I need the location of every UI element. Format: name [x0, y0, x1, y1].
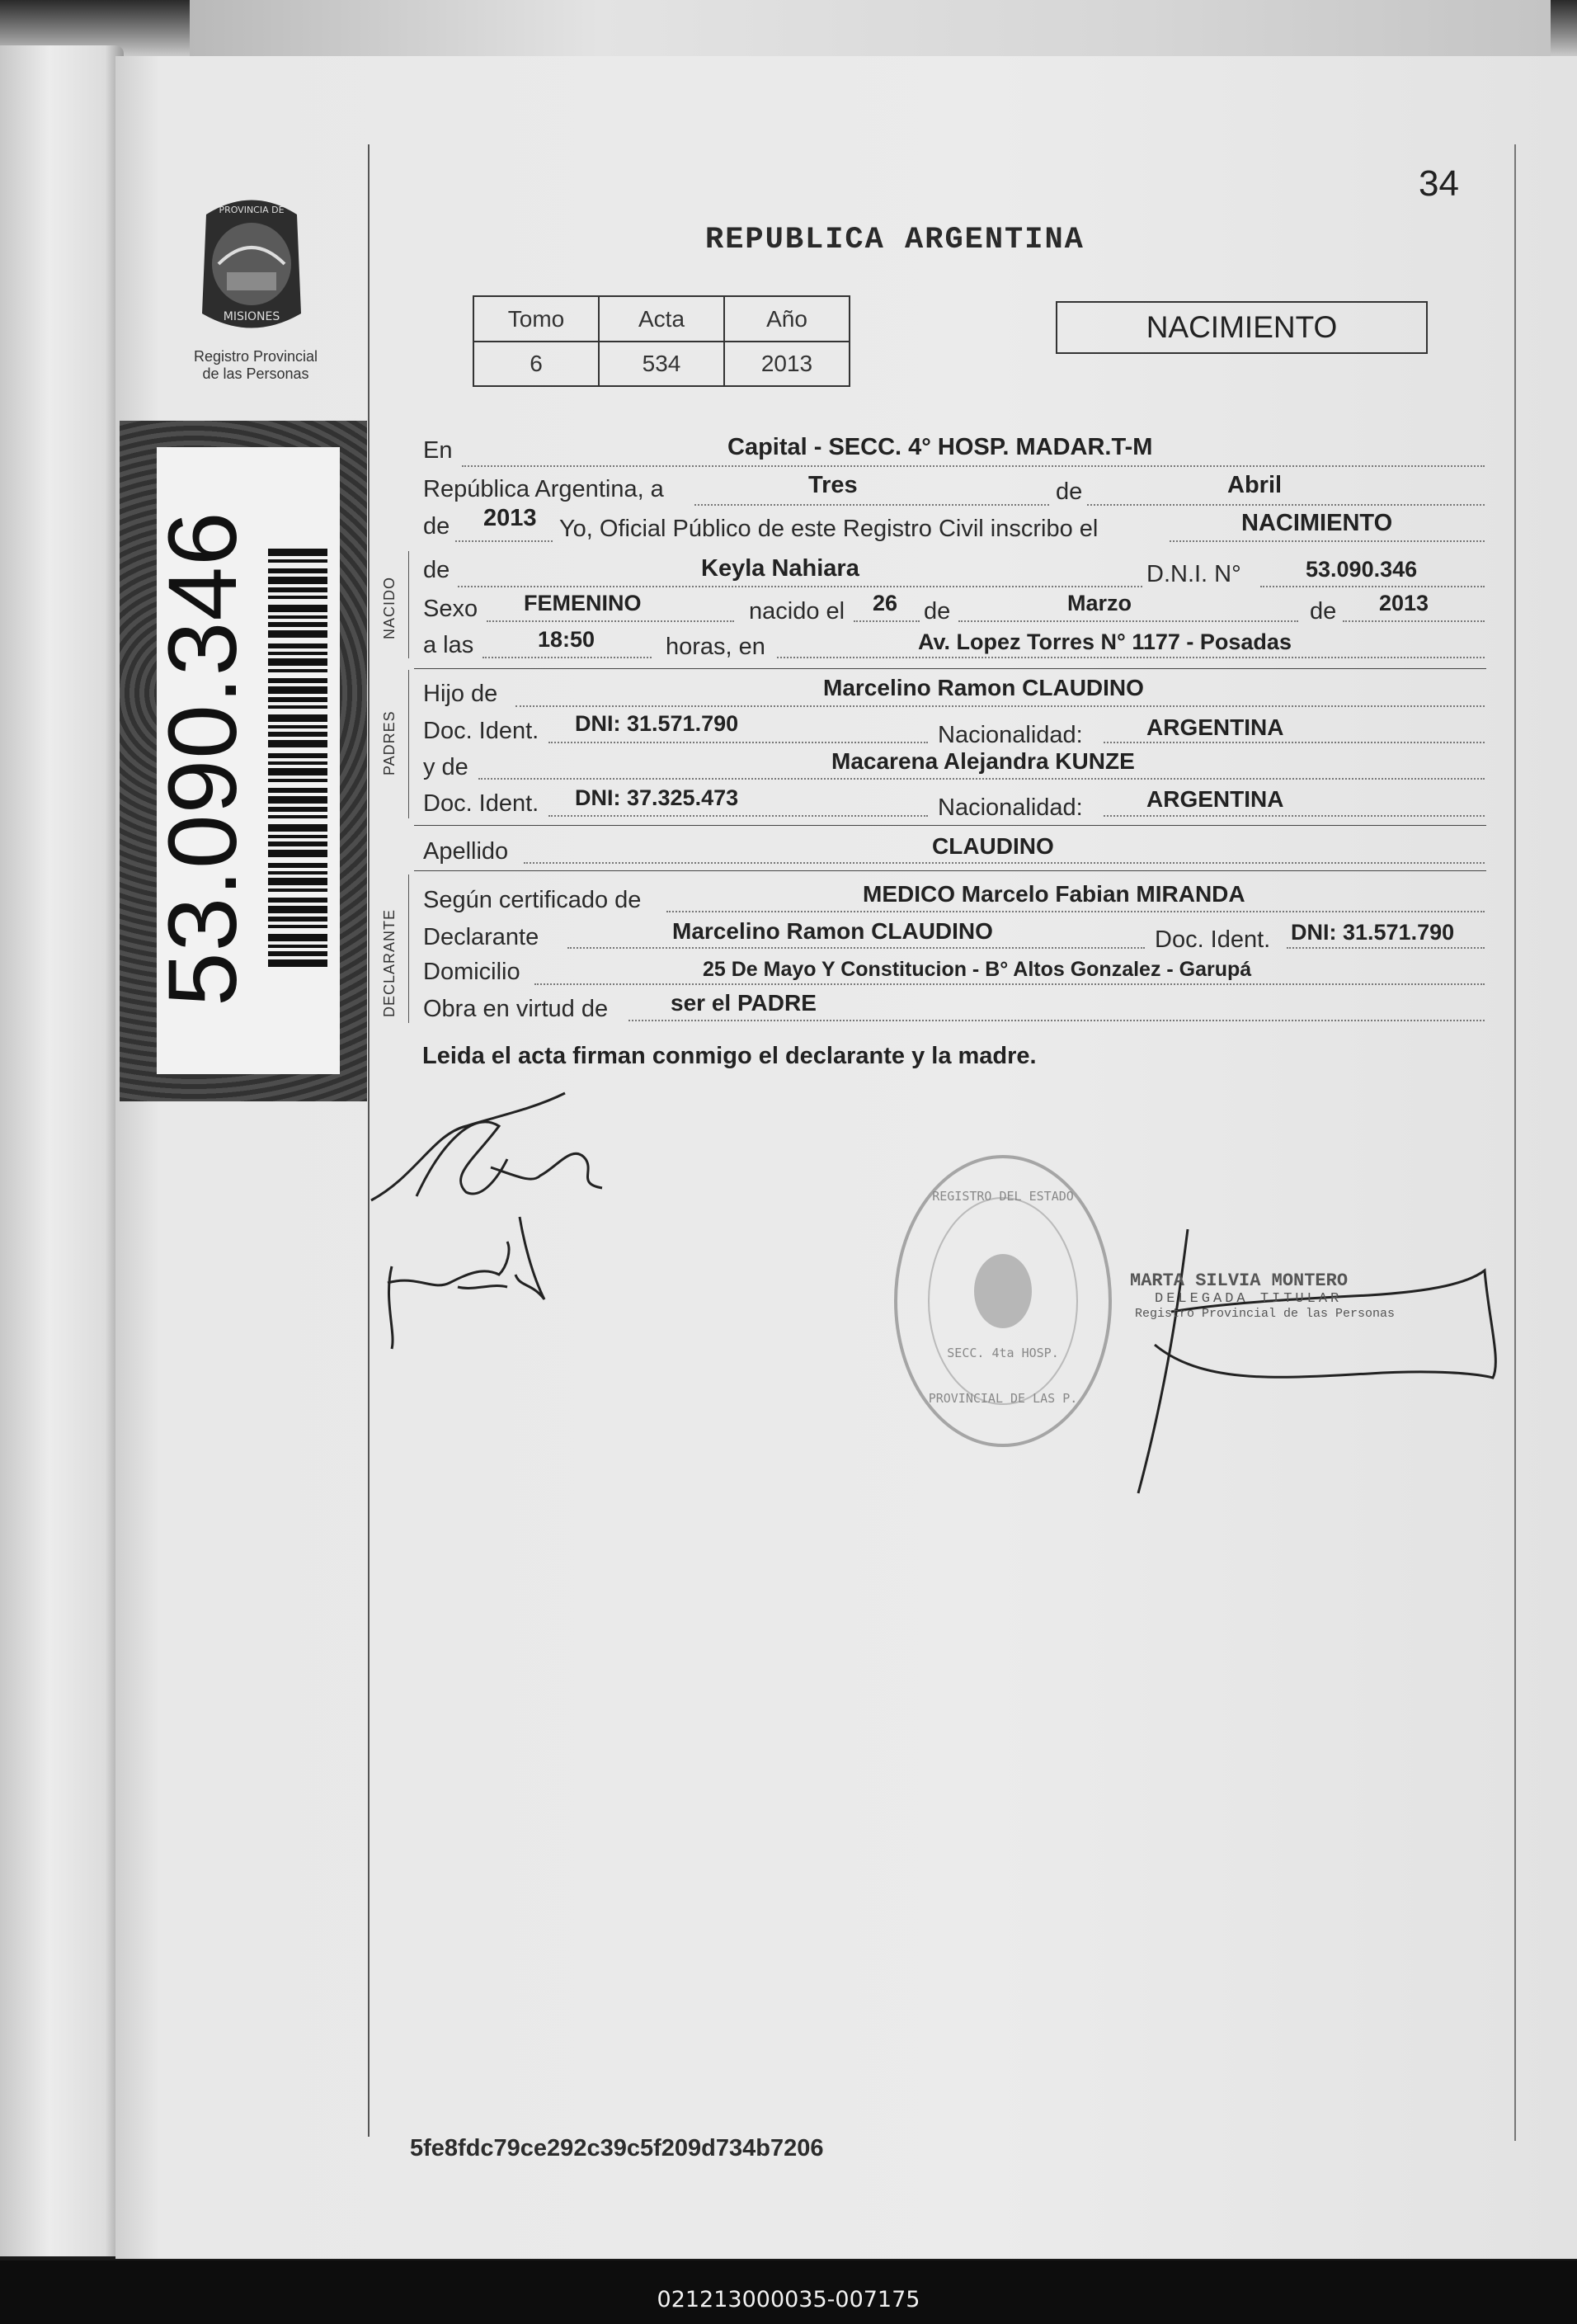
- segun-label: Según certificado de: [423, 887, 642, 913]
- barcode-icon: [268, 549, 327, 969]
- officer-title: DELEGADA TITULAR: [1155, 1291, 1343, 1307]
- month-rule: [1087, 504, 1485, 506]
- father-rule: [515, 705, 1485, 707]
- act-table-value-anio: 2013: [724, 342, 850, 386]
- birth-day: 26: [873, 591, 898, 615]
- side-label-nacido: NACIDO: [381, 576, 398, 639]
- svg-text:REGISTRO DEL ESTADO: REGISTRO DEL ESTADO: [932, 1189, 1074, 1204]
- domicilio-value: 25 De Mayo Y Constitucion - B° Altos Gonzalez - Garupá: [703, 958, 1252, 981]
- nacido-bracket: [408, 551, 409, 658]
- declarante-bracket: [408, 874, 409, 1023]
- page-number: 34: [1419, 163, 1459, 204]
- declarante-doc-rule: [1287, 947, 1485, 949]
- domicilio-label: Domicilio: [423, 959, 520, 985]
- act-type-box: NACIMIENTO: [1056, 301, 1428, 354]
- name-value: Keyla Nahiara: [701, 555, 859, 582]
- father-nac-rule: [1104, 742, 1485, 743]
- scan-id: 021213000035-007175: [657, 2287, 920, 2312]
- father-value: Marcelino Ramon CLAUDINO: [823, 675, 1144, 700]
- birth-month-rule: [958, 620, 1298, 622]
- declarante-rule: [567, 947, 1145, 949]
- registry-caption-line2: de las Personas: [202, 365, 309, 382]
- dni-label: D.N.I. N°: [1146, 561, 1241, 587]
- registry-logo: [181, 190, 322, 338]
- declarante-signatures: [367, 1077, 631, 1357]
- nac2-label: Nacionalidad:: [938, 794, 1083, 821]
- domicilio-rule: [534, 983, 1485, 985]
- place-value: Av. Lopez Torres N° 1177 - Posadas: [918, 629, 1292, 654]
- side-label-declarante: DECLARANTE: [381, 908, 398, 1017]
- year-value: 2013: [483, 505, 537, 531]
- svg-text:SECC. 4ta HOSP.: SECC. 4ta HOSP.: [947, 1346, 1059, 1360]
- sexo-label: Sexo: [423, 596, 478, 622]
- hijo-label: Hijo de: [423, 681, 498, 707]
- time-value: 18:50: [538, 627, 595, 652]
- en-value: Capital - SECC. 4° HOSP. MADAR.T-M: [727, 434, 1153, 460]
- nacido-divider: [414, 668, 1486, 669]
- horas-label: horas, en: [666, 634, 765, 660]
- act-table-value-acta: 534: [599, 342, 724, 386]
- birth-day-rule: [854, 620, 920, 622]
- sexo-value: FEMENINO: [524, 591, 642, 615]
- year-rule: [455, 540, 553, 542]
- alas-label: a las: [423, 632, 474, 658]
- side-label-padres: PADRES: [381, 710, 398, 775]
- left-page-edge: [0, 45, 124, 2256]
- mother-doc-rule: [548, 815, 928, 817]
- de3-label: de: [924, 598, 951, 625]
- barcode-number: 53.090.346: [148, 511, 257, 1006]
- mother-nac: ARGENTINA: [1146, 786, 1284, 812]
- father-doc-rule: [548, 742, 928, 743]
- time-rule: [483, 657, 652, 658]
- officer-signature: [1122, 1221, 1509, 1501]
- padres-divider: [414, 825, 1486, 826]
- birth-year-rule: [1343, 620, 1485, 622]
- mother-nac-rule: [1104, 815, 1485, 817]
- doc-label: Doc. Ident.: [423, 718, 539, 744]
- father-nac: ARGENTINA: [1146, 714, 1284, 740]
- misiones-emblem-icon: [190, 190, 313, 338]
- officer-name: MARTA SILVIA MONTERO: [1130, 1270, 1349, 1291]
- de-label: de: [1056, 478, 1083, 505]
- dni-rule: [1260, 586, 1485, 587]
- sexo-rule: [487, 620, 734, 622]
- act-table-header-tomo: Tomo: [473, 296, 599, 342]
- de2-label: de: [423, 513, 450, 540]
- doc3-label: Doc. Ident.: [1155, 926, 1271, 953]
- day-rule: [694, 504, 1049, 506]
- document-hash: 5fe8fdc79ce292c39c5f209d734b7206: [410, 2135, 824, 2161]
- declarante-label: Declarante: [423, 924, 539, 950]
- mother-value: Macarena Alejandra KUNZE: [831, 748, 1135, 774]
- mother-doc: DNI: 37.325.473: [575, 785, 739, 810]
- act-table-header-anio: Año: [724, 296, 850, 342]
- reading-statement: Leida el acta firman conmigo el declarante y la madre.: [422, 1043, 1037, 1069]
- padres-bracket: [408, 670, 409, 818]
- month-value: Abril: [1227, 472, 1283, 498]
- doc2-label: Doc. Ident.: [423, 790, 539, 817]
- segun-rule: [666, 911, 1485, 912]
- birth-year: 2013: [1379, 591, 1429, 615]
- yo-text: Yo, Oficial Público de este Registro Civil inscribo el: [559, 516, 1099, 542]
- apellido-label: Apellido: [423, 838, 509, 865]
- declarante-value: Marcelino Ramon CLAUDINO: [672, 918, 993, 944]
- svg-text:PROVINCIAL DE LAS P.: PROVINCIAL DE LAS P.: [928, 1391, 1078, 1406]
- inscribo-rule: [1170, 540, 1485, 542]
- act-table: [473, 295, 850, 387]
- nac-label: Nacionalidad:: [938, 722, 1083, 748]
- name-label: de: [423, 557, 450, 583]
- en-label: En: [423, 437, 453, 464]
- father-doc: DNI: 31.571.790: [575, 711, 739, 736]
- act-table-header-acta: Acta: [599, 296, 724, 342]
- svg-text:MISIONES: MISIONES: [223, 310, 280, 323]
- right-margin-line: [1514, 144, 1516, 2141]
- apellido-rule: [524, 862, 1485, 864]
- book-top-edge: [0, 0, 1577, 58]
- republica-label: República Argentina, a: [423, 476, 664, 502]
- svg-text:PROVINCIA DE: PROVINCIA DE: [219, 205, 285, 215]
- yde-label: y de: [423, 754, 468, 780]
- page-title: REPUBLICA ARGENTINA: [705, 223, 1085, 257]
- act-table-value-tomo: 6: [473, 342, 599, 386]
- obra-value: ser el PADRE: [671, 990, 817, 1016]
- birth-month: Marzo: [1067, 591, 1132, 615]
- day-value: Tres: [808, 472, 858, 498]
- registry-caption-line1: Registro Provincial: [193, 348, 318, 365]
- obra-rule: [628, 1020, 1485, 1021]
- mother-rule: [478, 778, 1485, 780]
- inscribo-value: NACIMIENTO: [1241, 510, 1393, 536]
- registry-caption: [165, 348, 346, 383]
- nacido-label: nacido el: [749, 598, 845, 625]
- official-seal-icon: [889, 1151, 1116, 1452]
- place-rule: [777, 657, 1485, 658]
- apellido-divider: [414, 870, 1486, 871]
- de4-label: de: [1310, 598, 1337, 625]
- officer-stamp: [1130, 1270, 1501, 1321]
- name-rule: [458, 586, 1142, 587]
- en-rule: [462, 465, 1485, 467]
- dni-value: 53.090.346: [1306, 557, 1418, 582]
- declarante-doc: DNI: 31.571.790: [1291, 920, 1455, 945]
- apellido-value: CLAUDINO: [932, 833, 1054, 859]
- officer-registry: Registro Provincial de las Personas: [1135, 1307, 1396, 1321]
- obra-label: Obra en virtud de: [423, 996, 609, 1022]
- segun-value: MEDICO Marcelo Fabian MIRANDA: [863, 881, 1245, 907]
